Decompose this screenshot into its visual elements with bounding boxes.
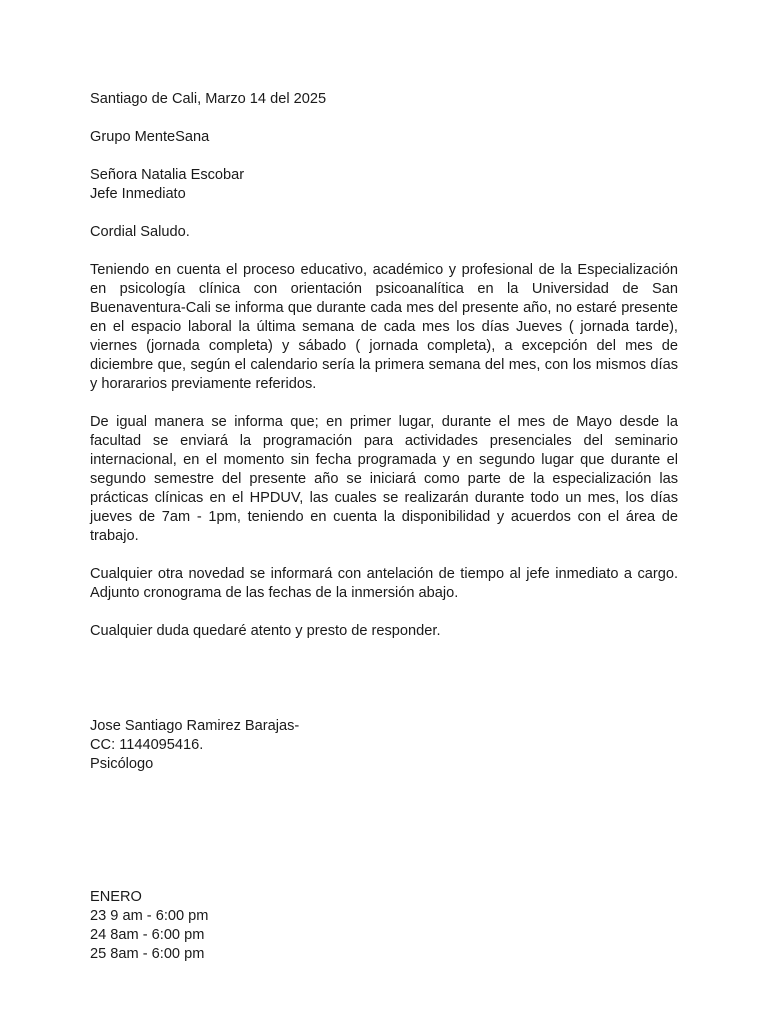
signature-id: CC: 1144095416. [90, 737, 204, 753]
schedule-entry: 25 8am - 6:00 pm [90, 946, 205, 962]
greeting: Cordial Saludo. [90, 224, 190, 240]
closing-line: Cualquier duda quedaré atento y presto de responder. [90, 623, 441, 639]
schedule-entry: 24 8am - 6:00 pm [90, 927, 205, 943]
signature-block [90, 717, 678, 774]
schedule-block [90, 888, 678, 964]
paragraph-2: De igual manera se informa que; en primer lugar, durante el mes de Mayo desde la facultad se enviará la programación para actividades presenciales del seminario internacional, en el momento sin fecha programada y en segundo lugar que durante el segundo semestre del presente año se iniciará como parte de la especialización las prácticas clínicas en el HPDUV, las cuales se realizarán durante todo un mes, los días jueves de 7am - 1pm, teniendo en cuenta la disponibilidad y acuerdos con el área de trabajo. [90, 414, 678, 544]
letter-date: Santiago de Cali, Marzo 14 del 2025 [90, 91, 327, 107]
recipient-name: Señora Natalia Escobar [90, 167, 245, 183]
schedule-month: ENERO [90, 889, 142, 905]
schedule-entry: 23 9 am - 6:00 pm [90, 908, 209, 924]
letter-page [90, 90, 678, 964]
paragraph-3: Cualquier otra novedad se informará con antelación de tiempo al jefe inmediato a cargo. Adjunto cronograma de las fechas de la inmersión abajo. [90, 566, 678, 601]
company-name: Grupo MenteSana [90, 129, 210, 145]
recipient-title: Jefe Inmediato [90, 186, 186, 202]
signature-name: Jose Santiago Ramirez Barajas- [90, 718, 300, 734]
signature-role: Psicólogo [90, 756, 154, 772]
paragraph-1: Teniendo en cuenta el proceso educativo, académico y profesional de la Especialización en psicología clínica con orientación psicoanalítica en la Universidad de San Buenaventura-Cali se informa que durante cada mes del presente año, no estaré presente en el espacio laboral la última semana de cada mes los días Jueves ( jornada tarde), viernes (jornada completa) y sábado ( jornada completa), a excepción del mes de diciembre que, según el calendario sería la primera semana del mes, con los mismos días y horararios previamente referidos. [90, 262, 678, 392]
